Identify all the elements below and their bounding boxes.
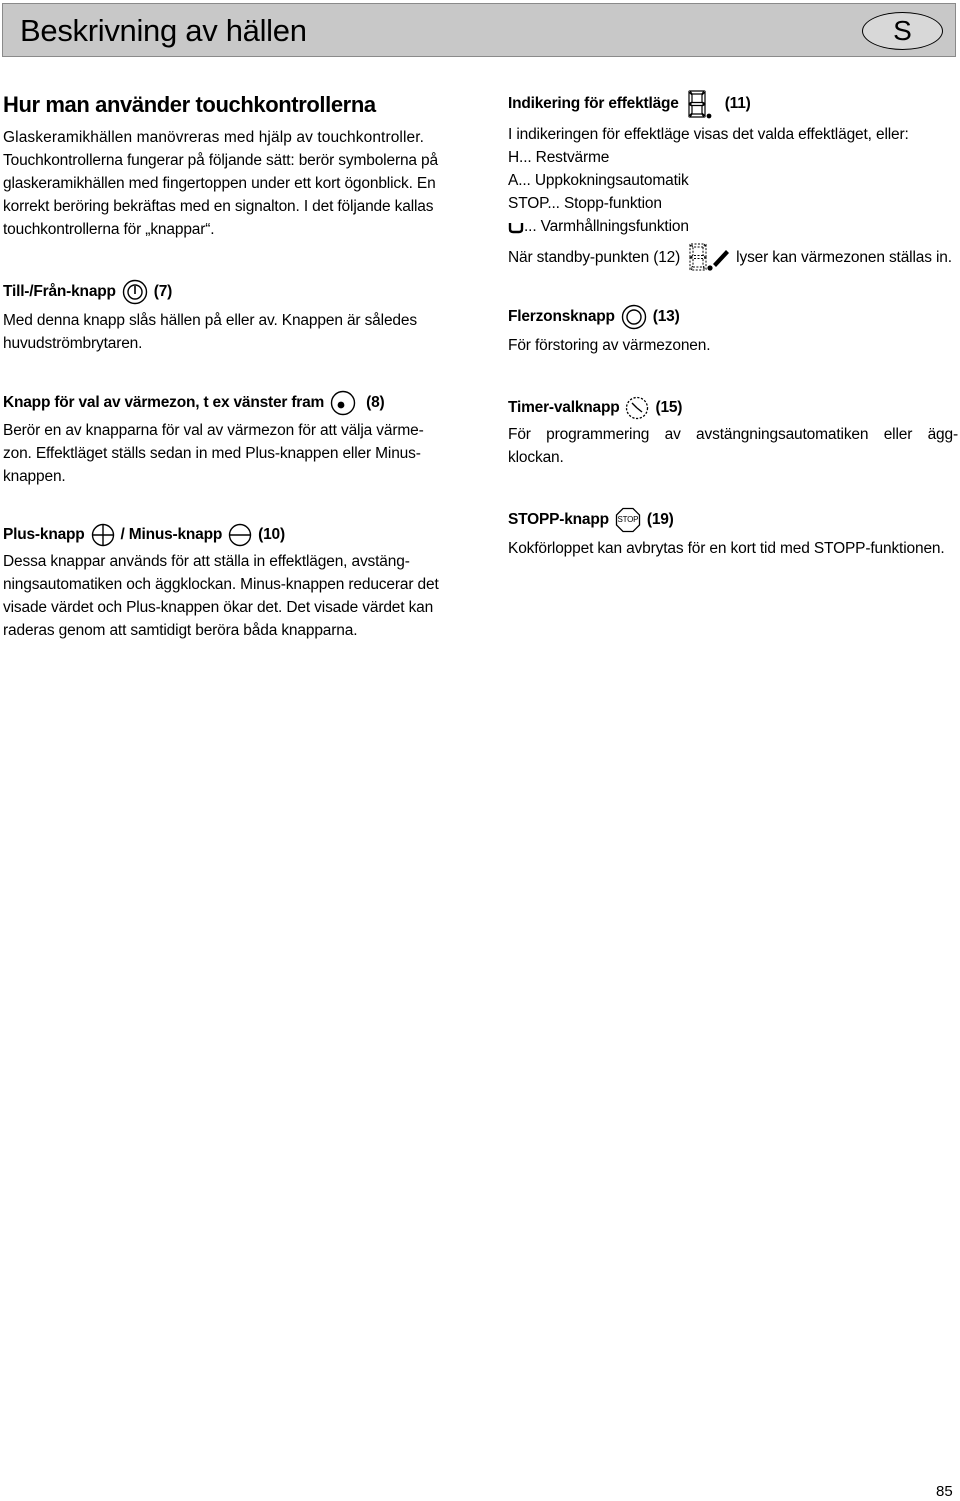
item-key: H [508, 149, 520, 166]
zone-select-icon [330, 390, 356, 416]
multizone-ref: (13) [652, 308, 680, 325]
indicator-ref: (11) [724, 95, 751, 112]
intro-heading: Hur man använder touchkontrollerna [3, 92, 376, 117]
stop-icon-label: STOP [617, 515, 639, 524]
zone-heading [3, 390, 451, 416]
page-title: Beskrivning av hällen [20, 13, 307, 48]
onoff-line: huvudströmbrytaren. [3, 335, 143, 352]
onoff-section [3, 279, 463, 355]
zone-line: Berör en av knapparna för val av värmezon för att välja värme- [3, 422, 424, 439]
plusminus-line: raderas genom att samtidigt beröra båda knapparna. [3, 622, 358, 639]
onoff-line: Med denna knapp slås hällen på eller av. Knappen är således [3, 312, 417, 329]
item-key: A [508, 172, 519, 189]
indicator-item-keep-warm [508, 215, 958, 238]
item-text: ... Stopp-funktion [547, 195, 662, 212]
indicator-item-h [508, 146, 958, 169]
multizone-line: För förstoring av värmezonen. [508, 337, 711, 354]
intro-line: korrekt beröring bekräftas med en signalton. I det följande kallas [3, 198, 434, 215]
timer-line: klockan. [508, 449, 564, 466]
indicator-title: Indikering för effektläge [508, 95, 679, 112]
intro-line: touchkontrollerna för „knappar“. [3, 221, 215, 238]
minus-title: / Minus-knapp [120, 526, 223, 543]
stop-line: Kokförloppet kan avbrytas för en kort tid med STOPP-funktionen. [508, 540, 945, 557]
zone-title: Knapp för val av värmezon, t ex vänster fram [3, 394, 325, 411]
timer-heading [508, 396, 958, 420]
stop-icon [615, 507, 641, 533]
plusminus-line: visade värdet och Plus-knappen ökar det. Det visade värdet kan [3, 599, 434, 616]
multizone-title: Flerzonsknapp [508, 308, 615, 325]
standby-row [508, 242, 958, 272]
item-key: STOP [508, 195, 548, 212]
zone-line: knappen. [3, 468, 66, 485]
multizone-icon [621, 304, 647, 330]
item-text: ... Restvärme [519, 149, 610, 166]
page-number: 85 [936, 1483, 953, 1500]
item-text: ... Varmhållningsfunktion [524, 218, 689, 235]
standby-pre: När standby-punkten (12) [508, 248, 681, 266]
standby-dot-icon [686, 242, 730, 272]
zone-line: zon. Effektläget ställs sedan in med Plus-knappen eller Minus- [3, 445, 421, 462]
stop-title: STOPP-knapp [508, 511, 609, 528]
item-text: ... Uppkokningsautomatik [518, 172, 689, 189]
stop-ref: (19) [646, 511, 674, 528]
indicator-heading [508, 89, 958, 119]
zone-ref: (8) [366, 394, 385, 411]
plusminus-heading [3, 523, 451, 547]
intro-paragraph [3, 126, 451, 241]
page-header [2, 3, 956, 57]
plusminus-ref: (10) [258, 526, 285, 543]
indicator-section [508, 89, 958, 272]
intro-line: Glaskeramikhällen manövreras med hjälp av touchkontroller. [3, 129, 425, 146]
plusminus-section [3, 523, 451, 642]
keep-warm-icon [508, 220, 524, 234]
language-badge: S [862, 12, 943, 50]
intro-line: glaskeramikhällen med fingertoppen under ett kort ögonblick. En [3, 175, 436, 192]
indicator-intro: I indikeringen för effektläge visas det valda effektläget, eller: [508, 126, 909, 143]
intro-line: Touchkontrollerna fungerar på följande sätt: berör symbolerna på [3, 152, 438, 169]
plusminus-line: ningsautomatiken och äggklockan. Minus-knappen reducerar det [3, 576, 439, 593]
stop-heading [508, 507, 958, 533]
zone-section [3, 390, 451, 488]
multizone-section [508, 304, 958, 357]
multizone-heading [508, 304, 958, 330]
timer-line: För programmering av avstängningsautomatiken eller ägg- [508, 426, 958, 443]
standby-post: lyser kan värmezonen ställas in. [736, 248, 952, 266]
timer-icon [625, 396, 649, 420]
minus-icon [228, 523, 252, 547]
power-icon [122, 279, 148, 305]
onoff-heading [3, 279, 463, 305]
timer-section [508, 396, 958, 469]
stop-section [508, 507, 958, 560]
timer-ref: (15) [655, 399, 683, 416]
onoff-ref: (7) [153, 283, 173, 300]
onoff-title: Till-/Från-knapp [3, 283, 116, 300]
seven-segment-display-icon [685, 89, 713, 119]
plus-icon [91, 523, 115, 547]
plus-title: Plus-knapp [3, 526, 85, 543]
plusminus-line: Dessa knappar används för att ställa in effektlägen, avstäng- [3, 553, 410, 570]
timer-title: Timer-valknapp [508, 399, 620, 416]
indicator-item-a [508, 169, 958, 192]
indicator-item-stop [508, 192, 958, 215]
